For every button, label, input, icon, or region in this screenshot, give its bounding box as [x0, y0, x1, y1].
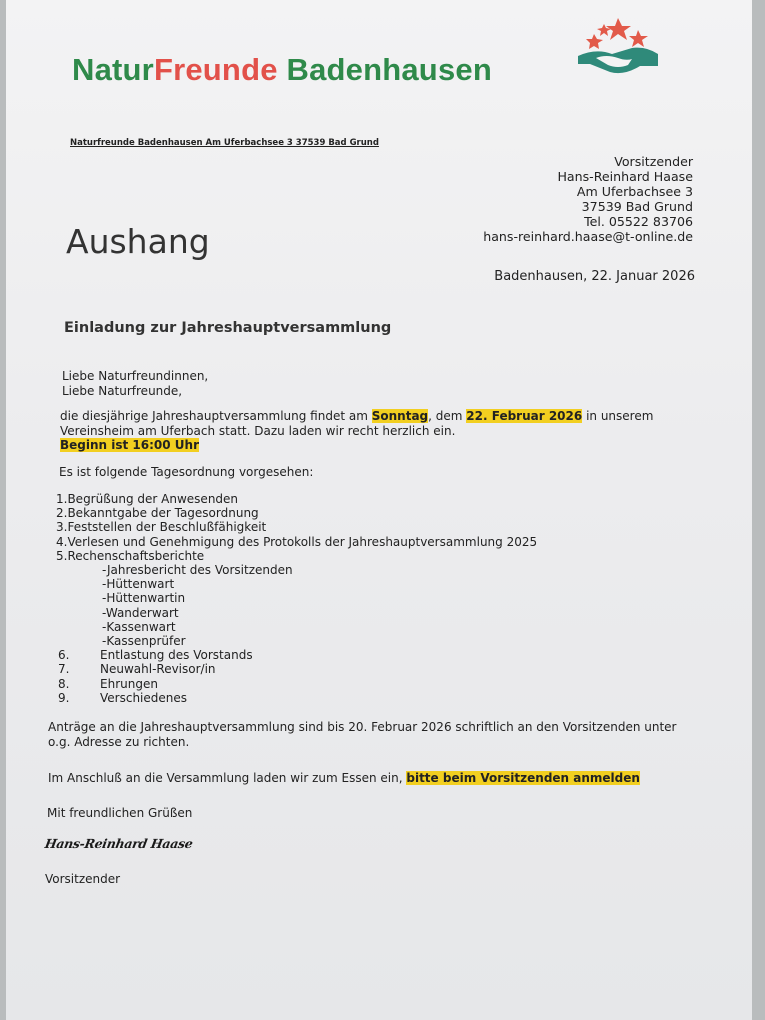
agenda-item: 2.Bekanntgabe der Tagesordnung: [56, 506, 259, 521]
intro-text: in unserem: [586, 409, 654, 423]
agenda-text: Neuwahl-Revisor/in: [100, 662, 216, 677]
agenda-text: Entlastung des Vorstands: [100, 648, 253, 663]
agenda-item: 4.Verlesen und Genehmigung des Protokolls der Jahreshauptversammlung 2025: [56, 534, 538, 549]
contact-name: Hans-Reinhard Haase: [557, 169, 693, 184]
agenda-list: [56, 492, 537, 705]
agenda-number: 7.: [58, 662, 70, 677]
agenda-subitem: -Hüttenwart: [102, 577, 175, 592]
highlight-register: bitte beim Vorsitzenden anmelden: [406, 771, 640, 785]
agenda-text: Ehrungen: [100, 676, 158, 691]
signature-role: Vorsitzender: [45, 872, 121, 886]
intro-text: , dem: [428, 409, 463, 423]
contact-phone: Tel. 05522 83706: [584, 214, 693, 229]
logo-text-natur: Natur: [72, 52, 154, 87]
highlight-date: 22. Februar 2026: [466, 409, 583, 423]
contact-city: 37539 Bad Grund: [581, 199, 693, 214]
handwritten-signature: Hans-Reinhard Haase: [43, 836, 194, 851]
handshake-flowers-icon: [574, 10, 662, 78]
agenda-number: 6.: [58, 648, 70, 663]
contact-street: Am Uferbachsee 3: [576, 184, 693, 199]
subject-heading: Einladung zur Jahreshauptversammlung: [64, 320, 392, 336]
agenda-subitem: -Jahresbericht des Vorsitzenden: [102, 563, 293, 578]
closing-line: Mit freundlichen Grüßen: [47, 806, 193, 820]
agenda-item: [56, 677, 537, 691]
requests-paragraph: [48, 720, 677, 749]
date-line: Badenhausen, 22. Januar 2026: [494, 269, 695, 284]
agenda-item: 3.Feststellen der Beschlußfähigkeit: [56, 520, 267, 535]
greeting-line: Liebe Naturfreundinnen,: [62, 369, 209, 383]
contact-email: hans-reinhard.haase@t-online.de: [483, 229, 693, 244]
requests-line: Anträge an die Jahreshauptversammlung sind bis 20. Februar 2026 schriftlich an den Vorsitzenden unter: [48, 720, 677, 734]
agenda-item: [56, 648, 537, 662]
agenda-item: [56, 662, 537, 676]
club-logo-text: [72, 52, 492, 88]
agenda-item: 5.Rechenschaftsberichte: [56, 548, 205, 563]
meal-paragraph: [48, 771, 640, 786]
agenda-number: 8.: [58, 676, 70, 691]
requests-line: o.g. Adresse zu richten.: [48, 734, 190, 749]
greeting-line: Liebe Naturfreunde,: [62, 383, 183, 398]
meal-text: Im Anschluß an die Versammlung laden wir zum Essen ein,: [48, 771, 407, 785]
agenda-number: 9.: [58, 690, 70, 705]
agenda-subitem: -Kassenprüfer: [102, 634, 186, 649]
agenda-text: Verschiedenes: [100, 690, 188, 705]
agenda-subitem: -Kassenwart: [102, 619, 176, 634]
page-title: Aushang: [66, 222, 210, 261]
greeting: [62, 369, 208, 398]
highlight-start-time: Beginn ist 16:00 Uhr: [60, 438, 200, 452]
sender-address-line: Naturfreunde Badenhausen Am Uferbachsee 3 37539 Bad Grund: [70, 138, 379, 148]
agenda-item: 1.Begrüßung der Anwesenden: [56, 492, 239, 506]
contact-block: [483, 154, 693, 244]
intro-paragraph: [60, 409, 653, 453]
agenda-subitem: -Wanderwart: [102, 605, 179, 620]
intro-text: Vereinsheim am Uferbach statt. Dazu laden wir recht herzlich ein.: [60, 423, 456, 438]
intro-text: die diesjährige Jahreshauptversammlung findet am: [60, 409, 368, 423]
logo-text-badenhausen: Badenhausen: [286, 52, 492, 87]
agenda-item: [56, 691, 537, 705]
agenda-intro: Es ist folgende Tagesordnung vorgesehen:: [59, 465, 314, 479]
agenda-subitem: -Hüttenwartin: [102, 591, 186, 606]
logo-text-freunde: Freunde: [153, 52, 278, 87]
highlight-day: Sonntag: [371, 409, 429, 423]
contact-role: Vorsitzender: [614, 154, 693, 169]
